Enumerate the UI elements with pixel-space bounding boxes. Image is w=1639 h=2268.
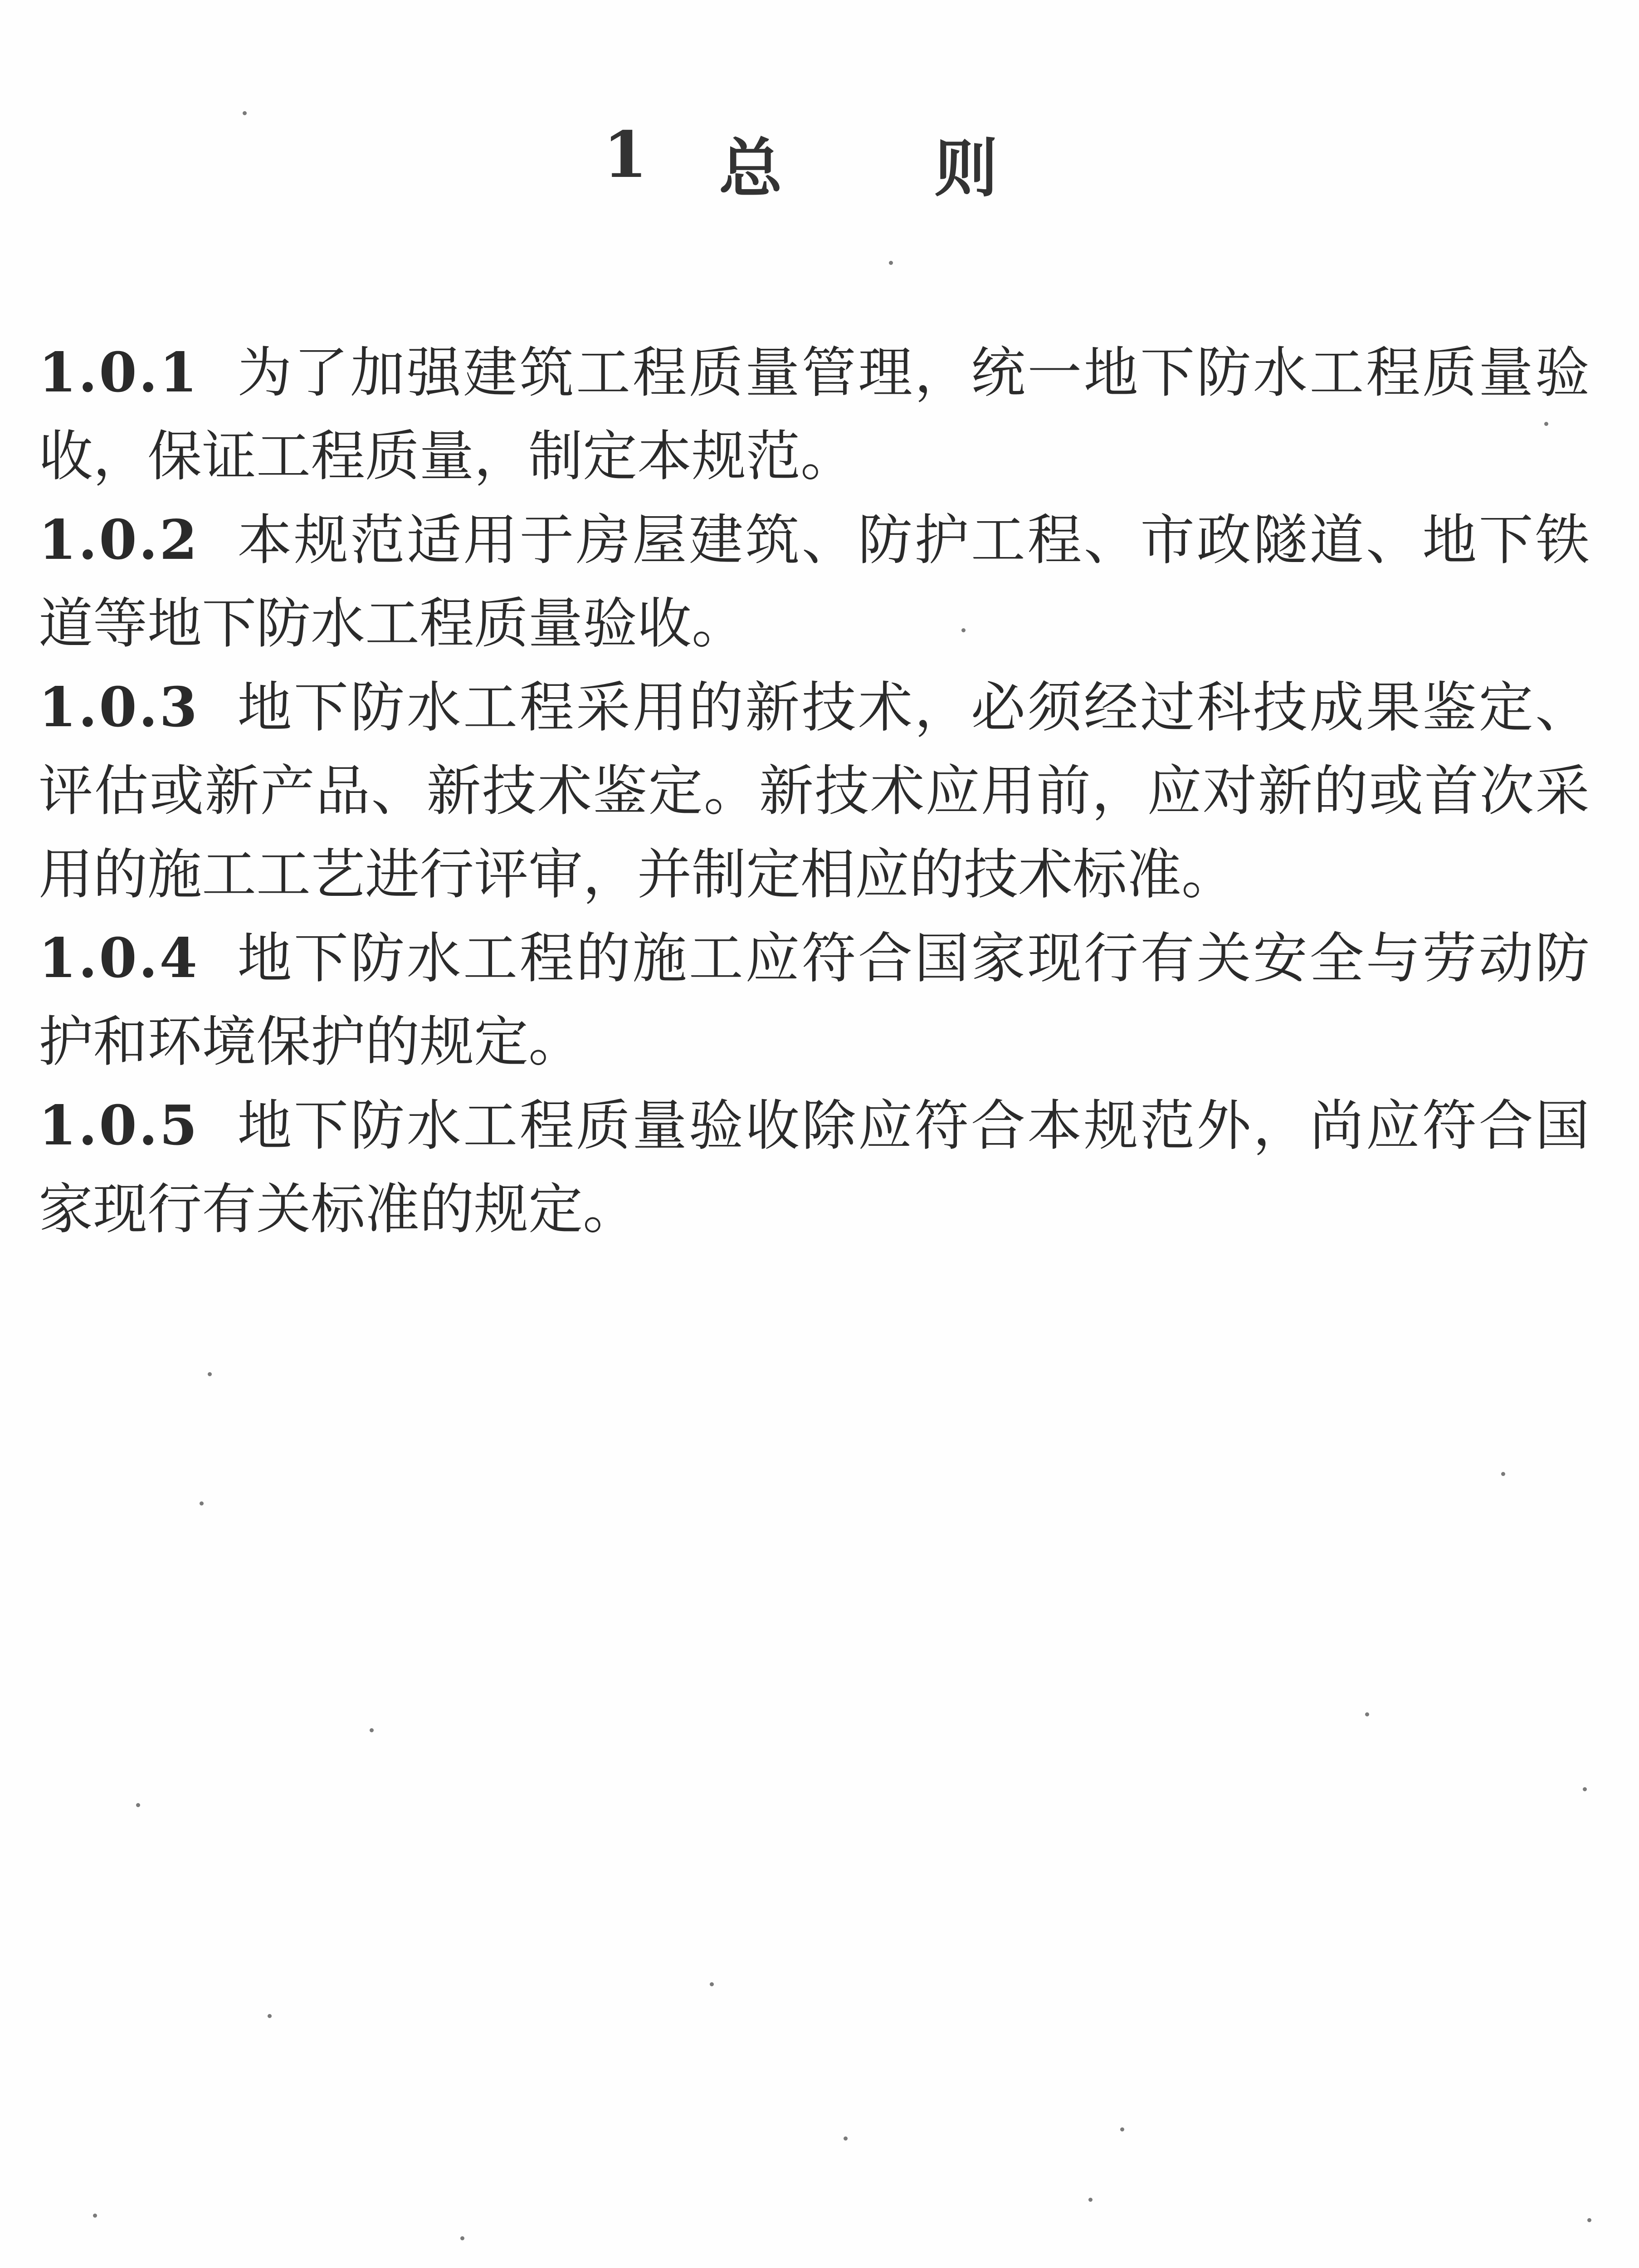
- clause-1-0-3: [39, 666, 1590, 917]
- chapter-title-char-1: 总: [719, 132, 783, 206]
- scan-speck: [1120, 2127, 1124, 2131]
- scan-speck: [136, 1803, 140, 1807]
- clause-text: 本规范适用于房屋建筑、防护工程、市政隧道、地下铁道等地下防水工程质量验收。: [39, 509, 1590, 655]
- scan-speck: [1583, 1787, 1587, 1791]
- scan-speck: [1501, 1472, 1505, 1476]
- clause-number: 1.0.1: [39, 341, 200, 405]
- clause-list: [39, 331, 1590, 1251]
- chapter-number: 1: [603, 118, 648, 192]
- clause-text: 地下防水工程的施工应符合国家现行有关安全与劳动防护和环境保护的规定。: [39, 927, 1590, 1074]
- scan-speck: [1365, 1712, 1369, 1716]
- scan-speck: [268, 2014, 272, 2018]
- clause-text: 为了加强建筑工程质量管理，统一地下防水工程质量验收，保证工程质量，制定本规范。: [39, 342, 1590, 488]
- scan-speck: [460, 2236, 464, 2240]
- scan-speck: [961, 628, 966, 632]
- scan-speck: [710, 1982, 714, 1986]
- scan-speck: [1587, 2218, 1591, 2222]
- scan-speck: [889, 261, 893, 265]
- scan-speck: [93, 2214, 97, 2218]
- scan-speck: [208, 1372, 212, 1376]
- clause-number: 1.0.4: [39, 926, 200, 990]
- scan-speck: [243, 111, 247, 115]
- chapter-title-char-2: 则: [934, 132, 998, 206]
- clause-1-0-2: [39, 499, 1590, 666]
- scan-speck: [1544, 422, 1548, 426]
- clause-1-0-5: [39, 1084, 1590, 1251]
- clause-number: 1.0.5: [39, 1094, 200, 1158]
- scan-speck: [1088, 2198, 1093, 2202]
- clause-1-0-4: [39, 917, 1590, 1084]
- chapter-title: [0, 118, 1639, 209]
- scan-speck: [200, 1501, 204, 1505]
- clause-1-0-1: [39, 331, 1590, 499]
- clause-text: 地下防水工程质量验收除应符合本规范外，尚应符合国家现行有关标准的规定。: [39, 1095, 1590, 1241]
- scan-speck: [844, 2136, 848, 2141]
- scan-speck: [370, 1728, 374, 1732]
- clause-text: 地下防水工程采用的新技术，必须经过科技成果鉴定、评估或新产品、新技术鉴定。新技术应用前，应对新的或首次采用的施工工艺进行评审，并制定相应的技术标准。: [39, 676, 1590, 906]
- clause-number: 1.0.2: [39, 508, 200, 572]
- clause-number: 1.0.3: [39, 675, 200, 739]
